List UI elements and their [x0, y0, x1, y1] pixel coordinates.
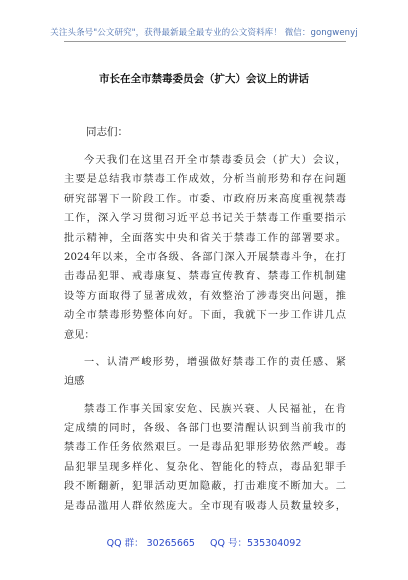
paragraph-line: 禁毒工作任务依然艰巨。一是毒品犯罪形势依然严峻。毒 [64, 442, 346, 454]
paragraph-line: 批示精神，全面落实中央和省关于禁毒工作的部署要求。 [64, 232, 346, 244]
header-divider [64, 41, 346, 42]
salutation: 同志们： [86, 126, 128, 138]
paragraph-line: 是毒品滥用人群依然庞大。全市现有吸毒人员数量较多， [64, 500, 346, 512]
paragraph-line: 2024年以来，全市各级、各部门深入开展禁毒斗争，在打 [64, 251, 346, 263]
header-watermark-note: 关注头条号"公文研究"，获得最新最全最专业的公文资料库！ 微信：gongwenyj [50, 28, 358, 38]
paragraph-line: 定成绩的同时，各级、各部门也要清醒认识到当前我市的 [64, 423, 346, 435]
document-body [64, 151, 346, 516]
document-title: 市长在全市禁毒委员会（扩大）会议上的讲话 [99, 73, 309, 85]
paragraph-line: 今天我们在这里召开全市禁毒委员会（扩大）会议， [84, 155, 346, 166]
paragraph-line: 动全市禁毒形势整体向好。下面，我就下一步工作讲几点 [64, 310, 346, 322]
footer-contact [0, 535, 408, 549]
footer-qq-number: QQ 号：535304092 [210, 538, 302, 549]
paragraph-line: 主要是总结我市禁毒工作成效，分析当前形势和存在问题 [64, 174, 346, 186]
paragraph-line: 段不断翻新，犯罪活动更加隐蔽，打击难度不断加大。二 [64, 481, 346, 493]
paragraph-line: 工作，深入学习贯彻习近平总书记关于禁毒工作重要指示 [64, 213, 346, 225]
paragraph-line: 意见： [64, 329, 95, 341]
paragraph-line: 设等方面取得了显著成效，有效整治了涉毒突出问题，推 [64, 290, 346, 302]
section-heading-line: 迫感 [64, 376, 85, 388]
paragraph-line: 品犯罪呈现多样化、复杂化、智能化的特点，毒品犯罪手 [64, 461, 346, 473]
paragraph-line: 禁毒工作事关国家安危、民族兴衰、人民福祉，在肯 [84, 403, 346, 415]
section-heading-line: 一、认清严峻形势，增强做好禁毒工作的责任感、紧 [84, 356, 346, 368]
footer-qq-group: QQ 群： 30265665 [106, 538, 195, 549]
paragraph-line: 研究部署下一阶段工作。市委、市政府历来高度重视禁毒 [64, 193, 346, 205]
paragraph-line: 击毒品犯罪、戒毒康复、禁毒宣传教育、禁毒工作机制建 [64, 271, 346, 283]
